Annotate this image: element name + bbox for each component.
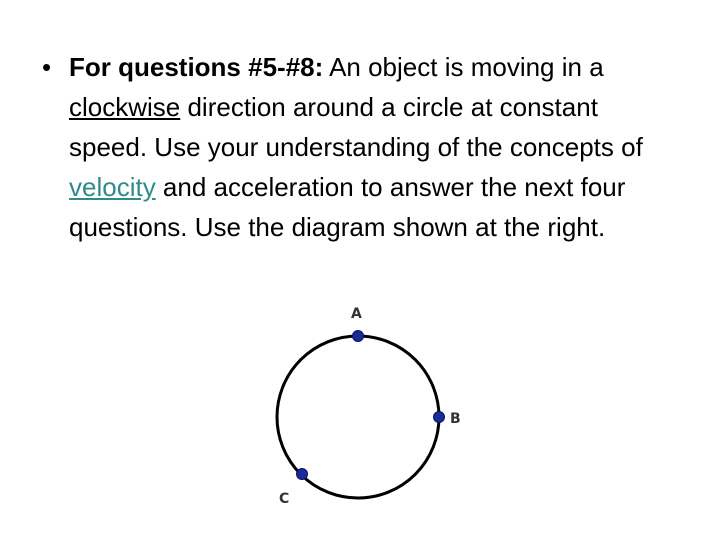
bullet-marker: •: [42, 52, 52, 82]
instructions-text-1: An object is moving in a: [323, 52, 604, 82]
instructions-text-2: direction around a circle at constant speed. Use your understanding of the concepts of: [69, 92, 643, 162]
clockwise-term: clockwise: [69, 92, 181, 122]
instructions-text-3: and acceleration to answer the next four questions. Use the diagram shown at the right.: [69, 172, 626, 242]
circle-diagram: [262, 296, 482, 516]
label-a: A: [351, 306, 362, 322]
instructions-lead: For questions #5-#8:: [69, 52, 324, 82]
label-c: C: [279, 491, 290, 507]
velocity-link[interactable]: velocity: [69, 172, 156, 202]
question-instructions: [69, 47, 682, 247]
point-b: [434, 412, 445, 423]
point-c: [297, 469, 308, 480]
label-b: B: [450, 411, 461, 427]
point-a: [353, 331, 364, 342]
bullet-item: [42, 47, 682, 247]
